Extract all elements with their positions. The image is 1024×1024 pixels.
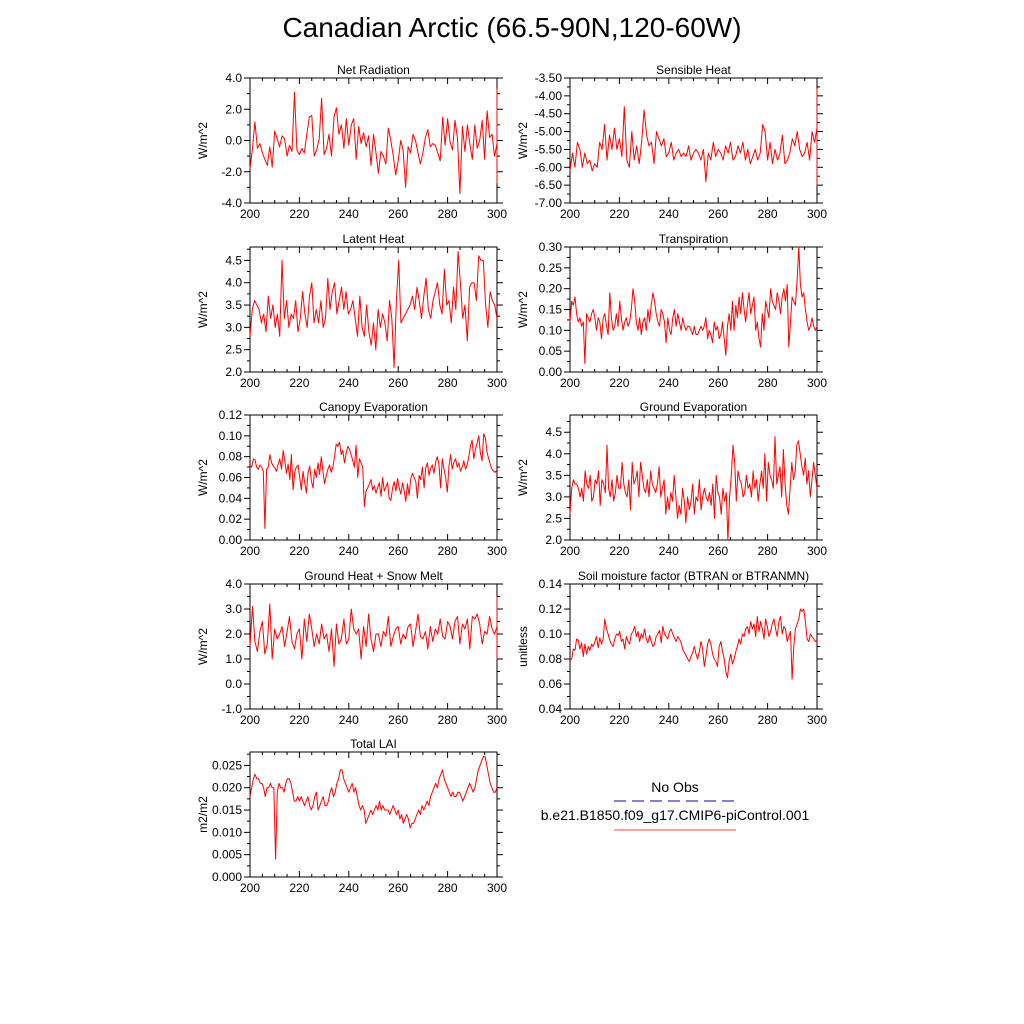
x-tick-label: 300 [806,713,828,727]
y-tick-label: 0.010 [211,825,242,840]
plot-frame [570,415,817,540]
y-tick-label: 0.25 [538,260,562,275]
x-tick-label: 220 [289,207,310,221]
x-tick-label: 260 [708,544,729,558]
x-tick-label: 200 [239,881,261,895]
panel-transpiration [516,232,827,390]
series-line-sensible-heat [570,89,817,185]
x-tick-label: 220 [609,544,630,558]
x-tick-label: 200 [239,544,261,558]
x-tick-label: 260 [388,544,409,558]
x-tick-label: 200 [239,207,261,221]
y-tick-label: 2.0 [545,533,562,547]
x-tick-label: 280 [437,207,458,221]
x-tick-label: 260 [708,713,729,727]
y-tick-label: -1.0 [221,702,242,716]
y-tick-label: 0.0 [225,133,242,148]
x-tick-label: 220 [609,207,630,221]
panel-title: Latent Heat [342,232,405,246]
x-tick-label: 260 [388,207,409,221]
y-tick-label: 4.0 [225,275,242,290]
x-tick-label: 280 [757,376,778,390]
panel-title: Ground Evaporation [639,400,748,414]
y-axis-label: W/m^2 [196,459,210,496]
x-tick-label: 200 [239,713,261,727]
x-tick-label: 200 [559,207,581,221]
y-tick-label: 4.5 [545,425,562,440]
x-tick-label: 280 [437,376,458,390]
x-tick-label: 300 [486,544,508,558]
series-line-total-lai [250,757,497,860]
y-tick-label: 0.06 [538,677,562,691]
x-tick-label: 300 [486,376,508,390]
panel-sensible-heat [516,63,827,221]
y-tick-label: 0.00 [538,365,562,379]
x-tick-label: 200 [559,713,581,727]
y-tick-label: -7.00 [534,196,562,210]
y-tick-label: -4.50 [534,106,562,121]
x-tick-label: 240 [338,544,359,558]
panel-total-lai [196,737,507,895]
y-tick-label: -3.50 [534,71,562,85]
y-tick-label: 0.04 [538,702,562,716]
y-tick-label: 2.0 [225,627,242,641]
x-tick-label: 200 [559,376,581,390]
x-tick-label: 260 [708,376,729,390]
y-tick-label: 0.10 [538,323,562,338]
panel-title: Net Radiation [337,63,410,77]
x-tick-label: 240 [338,881,359,895]
series-line-latent-heat [250,252,497,368]
x-tick-label: 300 [806,376,828,390]
x-tick-label: 300 [806,207,828,221]
y-tick-label: 4.0 [545,446,562,461]
x-tick-label: 220 [609,713,630,727]
legend-label-model: b.e21.B1850.f09_g17.CMIP6-piControl.001 [540,807,810,823]
y-tick-label: 0.10 [218,428,242,443]
y-tick-label: 0.0 [225,677,242,691]
y-tick-label: 0.015 [211,803,242,818]
y-tick-label: 2.0 [225,365,242,379]
panel-ground-evaporation [516,400,827,558]
x-tick-label: 240 [658,544,679,558]
y-tick-label: 0.06 [218,470,242,485]
y-tick-label: -2.0 [221,164,242,179]
y-tick-label: 2.0 [225,102,242,117]
y-tick-label: 0.14 [538,577,562,591]
y-tick-label: 0.04 [218,491,242,506]
plot-frame [570,584,817,709]
panel-title: Transpiration [658,232,729,246]
y-axis-label: W/m^2 [196,122,210,159]
series-line-canopy-evaporation [250,434,497,529]
y-tick-label: 0.025 [211,758,242,773]
x-tick-label: 240 [338,376,359,390]
y-tick-label: 2.5 [545,511,562,526]
y-tick-label: -4.0 [221,196,242,210]
y-tick-label: -5.00 [534,124,562,139]
y-tick-label: 2.5 [225,342,242,357]
panel-soil-moisture-factor-btran-or-btranmn [516,569,827,727]
y-tick-label: 0.15 [538,302,562,317]
y-tick-label: 3.5 [225,298,242,313]
y-tick-label: 0.20 [538,281,562,296]
panel-net-radiation [196,63,507,221]
y-axis-label: W/m^2 [516,122,530,159]
plot-frame [250,415,497,540]
y-axis-label: W/m^2 [516,459,530,496]
panel-title: Canopy Evaporation [319,400,428,414]
y-axis-label: unitless [516,626,530,667]
x-tick-label: 300 [486,207,508,221]
panel-canopy-evaporation [196,400,507,558]
y-tick-label: -6.00 [534,160,562,175]
series-line-soil-moisture-factor-btran-or-btranmn [570,609,817,679]
x-tick-label: 280 [757,207,778,221]
y-tick-label: 0.005 [211,847,242,862]
y-tick-label: 0.30 [538,240,562,254]
x-tick-label: 300 [486,713,508,727]
y-tick-label: 1.0 [225,652,242,666]
y-tick-label: -5.50 [534,142,562,157]
y-tick-label: 0.12 [538,602,562,616]
x-tick-label: 200 [559,544,581,558]
y-axis-label: m2/m2 [196,796,210,833]
x-tick-label: 300 [486,881,508,895]
chart-panels [196,63,827,895]
y-tick-label: 0.05 [538,344,562,359]
x-tick-label: 220 [289,544,310,558]
series-line-ground-evaporation [570,437,817,540]
x-tick-label: 220 [289,713,310,727]
x-tick-label: 260 [708,207,729,221]
panel-title: Ground Heat + Snow Melt [304,569,443,583]
legend-label-no-obs: No Obs [651,779,699,795]
y-tick-label: 0.020 [211,780,242,795]
y-tick-label: 3.0 [225,320,242,335]
y-tick-label: -6.50 [534,178,562,193]
panel-ground-heat-snow-melt [196,569,507,727]
x-tick-label: 240 [658,376,679,390]
series-line-transpiration [570,247,817,364]
x-tick-label: 280 [757,713,778,727]
series-line-ground-heat-snow-melt [250,597,497,667]
y-tick-label: 0.10 [538,627,562,641]
panel-title: Total LAI [350,737,397,751]
plot-frame [250,584,497,709]
y-axis-label: W/m^2 [196,291,210,328]
x-tick-label: 220 [289,881,310,895]
y-tick-label: 0.08 [218,449,242,464]
x-tick-label: 280 [437,713,458,727]
page-title: Canadian Arctic (66.5-90N,120-60W) [282,12,742,43]
y-tick-label: 3.5 [545,468,562,483]
legend [541,779,810,830]
y-tick-label: 3.0 [545,489,562,504]
x-tick-label: 220 [289,376,310,390]
y-tick-label: 4.0 [225,577,242,591]
y-tick-label: 0.000 [211,870,242,884]
y-tick-label: 0.00 [218,533,242,547]
panel-title: Sensible Heat [656,63,731,77]
x-tick-label: 260 [388,713,409,727]
y-tick-label: 0.12 [218,408,242,422]
y-axis-label: W/m^2 [516,291,530,328]
x-tick-label: 240 [658,713,679,727]
plot-frame [570,78,817,203]
x-tick-label: 280 [437,881,458,895]
y-tick-label: 3.0 [225,602,242,616]
y-tick-label: 0.08 [538,652,562,666]
panel-title: Soil moisture factor (BTRAN or BTRANMN) [577,569,810,583]
plot-frame [250,752,497,877]
x-tick-label: 300 [806,544,828,558]
series-line-net-radiation [250,89,497,194]
panel-latent-heat [196,232,507,390]
y-tick-label: -4.00 [534,88,562,103]
x-tick-label: 240 [338,713,359,727]
y-tick-label: 0.02 [218,512,242,527]
x-tick-label: 240 [338,207,359,221]
x-tick-label: 220 [609,376,630,390]
x-tick-label: 200 [239,376,261,390]
x-tick-label: 280 [437,544,458,558]
y-tick-label: 4.5 [225,253,242,268]
x-tick-label: 240 [658,207,679,221]
x-tick-label: 260 [388,376,409,390]
y-tick-label: 4.0 [225,71,242,85]
y-axis-label: W/m^2 [196,628,210,665]
x-tick-label: 260 [388,881,409,895]
x-tick-label: 280 [757,544,778,558]
